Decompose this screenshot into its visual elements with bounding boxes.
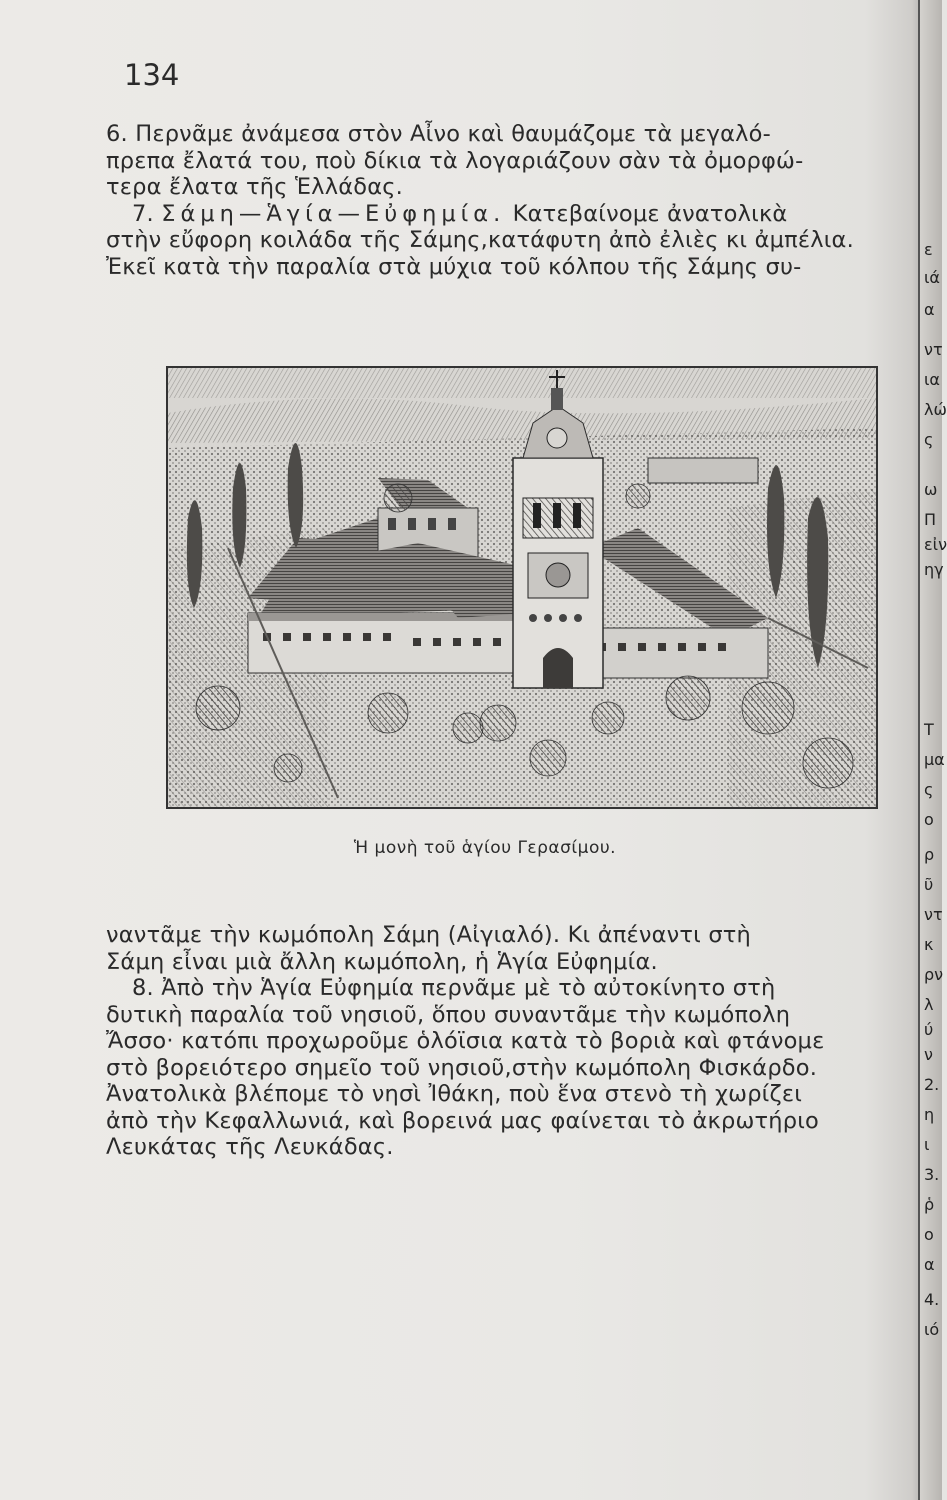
edge-fragment: ο [924,810,934,829]
edge-fragment: Τ [924,720,934,739]
edge-fragment: ια [924,370,940,389]
edge-fragment: ς [924,430,934,449]
edge-fragment: α [924,1255,935,1274]
edge-fragment: ηγ [924,560,944,579]
edge-fragment: μα [924,750,945,769]
edge-fragment: κ [924,935,934,954]
edge-fragment: ω [924,480,938,499]
section-7-number: 7. [132,200,154,227]
text-line: Ἀνατολικὰ βλέπομε τὸ νησὶ Ἰθάκη, ποὺ ἕνα στενὸ τὴ χωρίζει [106,1081,803,1107]
edge-fragment: ιό [924,1320,940,1339]
edge-fragment: εἰν [924,535,947,554]
text-line: στὸ βορειότερο σημεῖο τοῦ νησιοῦ,στὴν κωμόπολη Φισκάρδο. [106,1054,818,1081]
edge-fragment: ε [924,240,933,259]
text-line: Ἐκεῖ κατὰ τὴν παραλία στὰ μύχια τοῦ κόλπου τῆς Σάμης συ- [106,253,802,280]
bottom-paragraph [106,922,936,1161]
text-line: ἀπὸ τὴν Κεφαλλωνιά, καὶ βορεινά μας φαίνεται τὸ ἀκρωτήριο [106,1107,820,1134]
page-number: 134 [124,58,180,92]
edge-fragment: ο [924,1225,934,1244]
section-7-heading: Σάμη—Ἁγία—Εὐφημία. [161,200,506,227]
text-line: τερα ἔλατα τῆς Ἑλλάδας. [106,174,403,200]
edge-fragment: λώ [924,400,947,419]
section-7-line [106,201,936,228]
edge-fragment: α [924,300,935,319]
edge-fragment: ρν [924,965,944,984]
edge-fragment: λ [924,995,934,1014]
text-line: ναντᾶμε τὴν κωμόπολη Σάμη (Αἰγιαλό). Κι ἀπέναντι στὴ [106,922,752,948]
top-paragraph [106,121,936,280]
text-line: Ἄσσο· κατόπι προχωροῦμε ὁλόϊσια κατὰ τὸ βοριὰ καὶ φτάνομε [106,1028,825,1054]
text-line: δυτικὴ παραλία τοῦ νησιοῦ, ὅπου συναντᾶμε τὴν κωμόπολη [106,1001,791,1028]
edge-fragment: η [924,1105,935,1124]
edge-fragment: ύ [924,1020,934,1039]
edge-fragment: ῥ [924,1195,935,1214]
text-line: στὴν εὔφορη κοιλάδα τῆς Σάμης,κατάφυτη ἀπὸ ἐλιὲς κι ἀμπέλια. [106,227,854,253]
monastery-engraving [166,366,878,809]
edge-fragment: Π [924,510,937,529]
text-line: 6. Περνᾶμε ἀνάμεσα στὸν Αἶνο καὶ θαυμάζομε τὰ μεγαλό- [106,121,771,147]
edge-fragment: ντ [924,340,943,359]
edge-fragment: ντ [924,905,943,924]
edge-fragment: ιά [924,268,940,287]
edge-fragment: ι [924,1135,930,1154]
edge-fragment: 4. [924,1290,940,1309]
edge-fragment: 2. [924,1075,940,1094]
text-line: πρεπα ἔλατά του, ποὺ δίκια τὰ λογαριάζουν σὰν τὰ ὀμορφώ- [106,147,804,174]
text-line: Λευκάτας τῆς Λευκάδας. [106,1134,394,1160]
edge-fragment: ῦ [924,875,934,894]
edge-fragment: ν [924,1045,933,1064]
edge-fragment: 3. [924,1165,940,1184]
text-fragment: Κατεβαίνομε ἀνατολικὰ [512,200,788,227]
text-line: 8. Ἀπὸ τὴν Ἁγία Εὐφημία περνᾶμε μὲ τὸ αὐτοκίνητο στὴ [132,975,776,1001]
edge-fragment: ρ [924,845,935,864]
figure-caption: Ἡ μονὴ τοῦ ἁγίου Γερασίμου. [353,838,617,858]
text-line: Σάμη εἶναι μιὰ ἄλλη κωμόπολη, ἡ Ἁγία Εὐφημία. [106,948,658,975]
edge-fragment: ς [924,780,934,799]
